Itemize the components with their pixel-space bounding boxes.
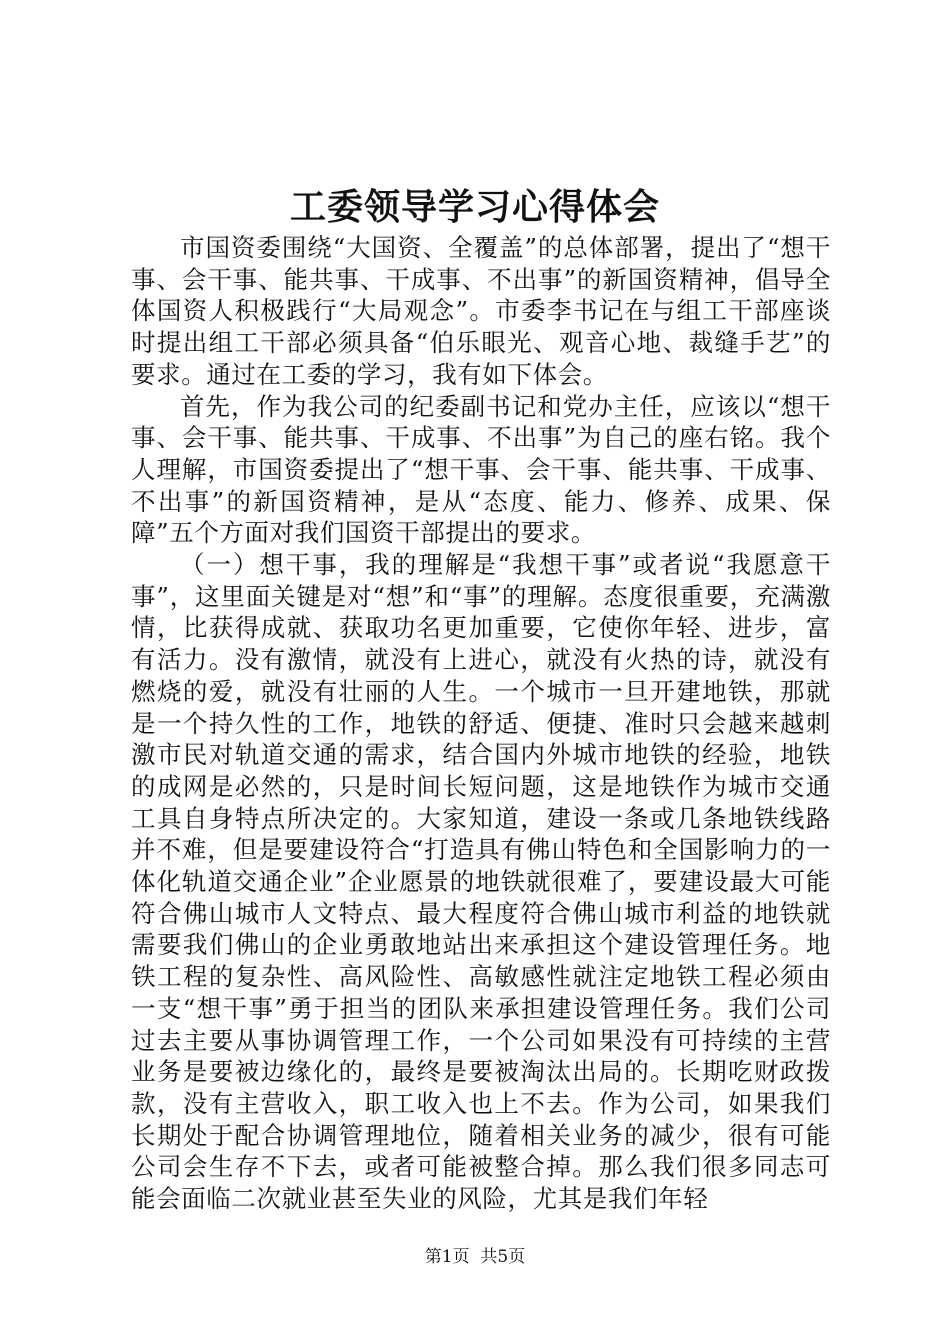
document-title: 工委领导学习心得体会 [289, 186, 660, 228]
page-footer [0, 1245, 950, 1269]
paragraph-section-one: （一）想干事，我的理解是“我想干事”或者说“我愿意干事”，这里面关键是对“想”和“事”的理解。态度很重要，充满激情，比获得成就、获取功名更加重要，它使你年轻、进步，富有活力。没有激情，就没有上进心，就没有火热的诗，就没有燃烧的爱，就没有壮丽的人生。一个城市一旦开建地铁，那就是一个持久性的工作，地铁的舒适、便捷、准时只会越来越刺激市民对轨道交通的需求，结合国内外城市地铁的经验，地铁的成网是必然的，只是时间长短问题，这是地铁作为城市交通工具自身特点所决定的。大家知道，建设一条或几条地铁线路并不难，但是要建设符合“打造具有佛山特色和全国影响力的一体化轨道交通企业”企业愿景的地铁就很难了，要建设最大可能符合佛山城市人文特点、最大程度符合佛山城市利益的地铁就需要我们佛山的企业勇敢地站出来承担这个建设管理任务。地铁工程的复杂性、高风险性、高敏感性就注定地铁工程必须由一支“想干事”勇于担当的团队来承担建设管理任务。我们公司过去主要从事协调管理工作，一个公司如果没有可持续的主营业务是要被边缘化的，最终是要被淘汰出局的。长期吃财政拨款，没有主营收入，职工收入也上不去。作为公司，如果我们长期处于配合协调管理地位，随着相关业务的减少，很有可能公司会生存不下去，或者可能被整合掉。那么我们很多同志可能会面临二次就业甚至失业的风险，尤其是我们年轻 [131, 550, 831, 1214]
paragraph-first: 首先，作为我公司的纪委副书记和党办主任，应该以“想干事、会干事、能共事、干成事、不出事”为自己的座右铭。我个人理解，市国资委提出了“想干事、会干事、能共事、干成事、不出事”的新国资精神，是从“态度、能力、修养、成果、保障”五个方面对我们国资干部提出的要求。 [131, 391, 831, 548]
paragraph-intro: 市国资委围绕“大国资、全覆盖”的总体部署，提出了“想干事、会干事、能共事、干成事、不出事”的新国资精神，倡导全体国资人积极践行“大局观念”。市委李书记在与组工干部座谈时提出组工干部必须具备“伯乐眼光、观音心地、裁缝手艺”的要求。通过在工委的学习，我有如下体会。 [131, 233, 831, 389]
document-body [131, 232, 831, 1215]
page-total: 共5页 [480, 1247, 526, 1267]
page-number: 第1页 [424, 1247, 470, 1267]
